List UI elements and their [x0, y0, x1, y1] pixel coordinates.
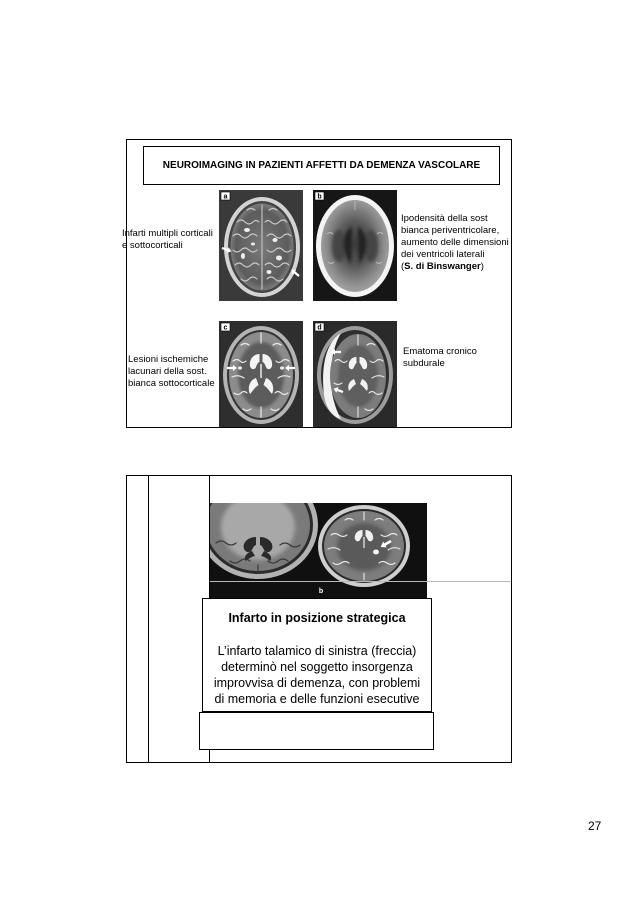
- label-line: Infarti multipli corticali: [122, 228, 213, 239]
- syndrome-name: S. di Binswanger: [404, 261, 481, 272]
- label-multiple-infarcts: [122, 228, 213, 252]
- panel-a-image: [219, 190, 303, 301]
- panel-a-infarct: [241, 253, 245, 259]
- panel-a-infarct: [251, 243, 255, 246]
- thalamic-infarct-lesion: [373, 550, 379, 555]
- label-line: lacunari della sost.: [128, 366, 207, 377]
- panel-c-lacune: [280, 366, 284, 369]
- label-line: bianca periventricolare,: [401, 225, 500, 236]
- label-lacunar-lesions: [128, 354, 215, 390]
- slide-1-title: NEUROIMAGING IN PAZIENTI AFFETTI DA DEMENZA VASCOLARE: [143, 146, 500, 185]
- label-line: Ematoma cronico: [403, 346, 477, 357]
- label-line: e sottocorticali: [122, 240, 183, 251]
- page-number: 27: [588, 819, 602, 833]
- panel-c-third-ventricle: [260, 364, 261, 378]
- caption-text: [203, 643, 431, 707]
- label-line-syndrome: [401, 261, 509, 273]
- label-line: subdurale: [403, 358, 445, 369]
- caption-title: Infarto in posizione strategica: [228, 611, 406, 625]
- caption-line: di memoria e delle funzioni esecutive: [214, 692, 420, 706]
- panel-b-brain: [321, 200, 389, 292]
- caption-line: L’infarto talamico di sinistra (freccia): [217, 644, 417, 658]
- caption-line: improvvisa di demenza, con problemi: [213, 676, 421, 690]
- label-line: dei ventricoli laterali: [401, 249, 485, 260]
- panel-b-letter: b: [317, 193, 322, 201]
- slide-1: [122, 139, 512, 428]
- right-head-third-ventricle: [363, 537, 364, 548]
- slide-2-divider-left: [148, 476, 149, 762]
- paren-open: (: [401, 261, 405, 272]
- panel-c-letter: c: [223, 324, 228, 332]
- label-binswanger: [401, 213, 509, 273]
- empty-text-box: [199, 712, 434, 750]
- mri-panel-c: [219, 321, 303, 427]
- thalamic-infarct-svg: [210, 503, 427, 598]
- slide-2: [126, 475, 512, 763]
- label-line: Lesioni ischemiche: [128, 354, 209, 365]
- label-subdural-hematoma: [403, 346, 477, 370]
- panel-d-image: [313, 321, 397, 427]
- paren-close: ): [480, 261, 484, 272]
- panel-c-lacune: [238, 366, 242, 369]
- slide-2-horizontal-rule: [210, 581, 511, 582]
- ct-panel-b: [313, 190, 397, 301]
- mri-panel-d: [313, 321, 397, 427]
- caption-line: determinò nel soggetto insorgenza: [221, 660, 413, 674]
- panel-a-infarct: [276, 256, 282, 261]
- thalamic-infarct-image: [210, 503, 427, 598]
- panel-a-infarct: [273, 238, 278, 242]
- mri-panel-a: [219, 190, 303, 301]
- panel-d-white-matter: [338, 345, 378, 407]
- panel-a-infarct: [267, 270, 272, 274]
- label-line: Ipodensità della sost: [401, 213, 488, 224]
- panel-d-letter: d: [317, 324, 322, 332]
- panel-a-infarct: [244, 228, 250, 232]
- label-line: aumento delle dimensioni: [401, 237, 509, 248]
- panel-a-letter: a: [223, 193, 228, 201]
- caption-box: [202, 598, 432, 712]
- image-letter: b: [318, 588, 324, 595]
- label-line: bianca sottocorticale: [128, 378, 215, 389]
- panel-b-image: [313, 190, 397, 301]
- panel-c-image: [219, 321, 303, 427]
